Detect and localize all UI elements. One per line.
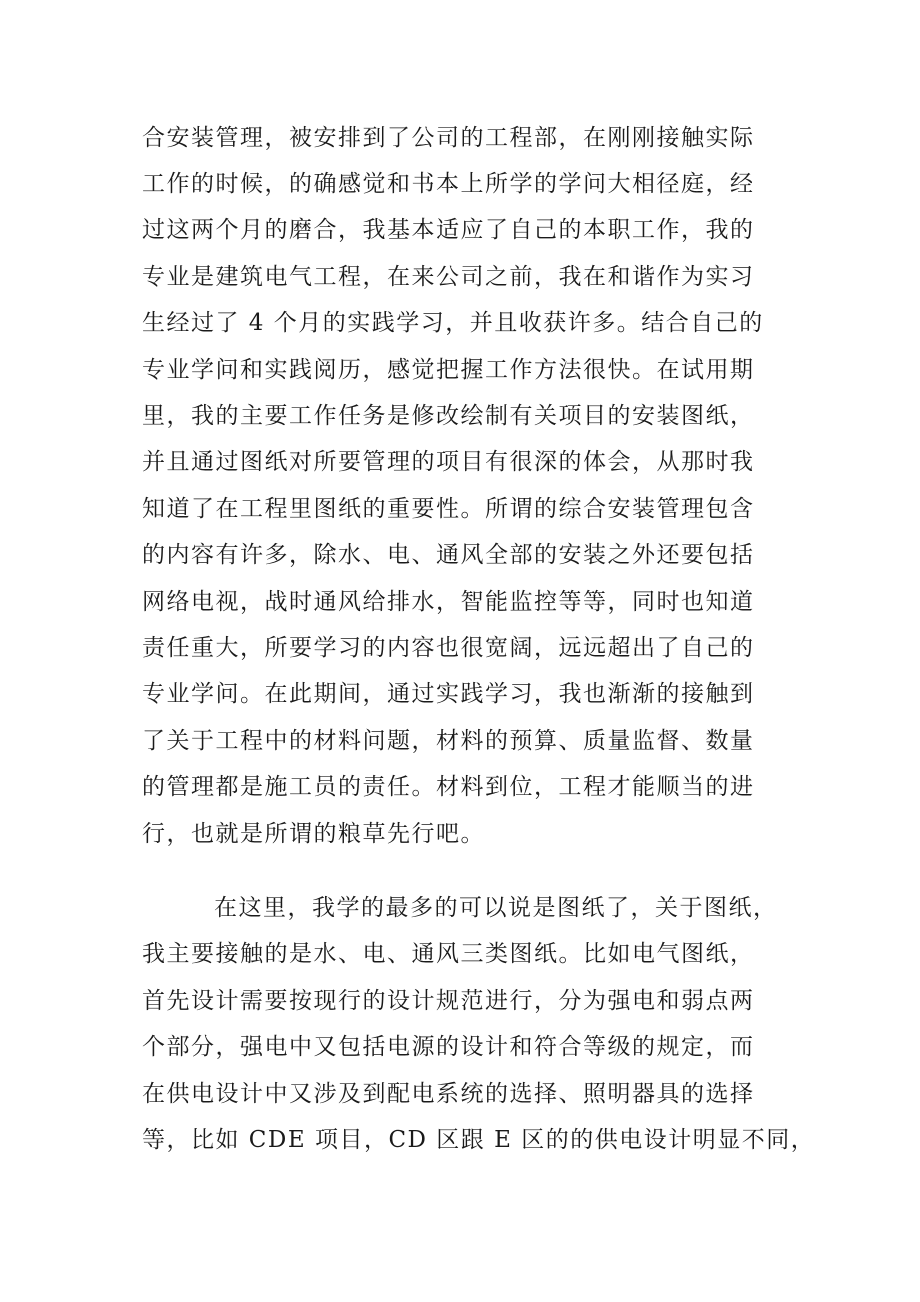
text-line: 等，比如 CDE 项目，CD 区跟 E 区的的供电设计明显不同， [142,1127,816,1153]
text-line: 个部分，强电中又包括电源的设计和符合等级的规定，而 [142,1034,755,1060]
text-line: 生经过了 4 个月的实践学习，并且收获许多。结合自己的 [142,310,764,336]
text-line: 并且通过图纸对所要管理的项目有很深的体会，从那时我 [142,449,755,475]
text-line: 在供电设计中又涉及到配电系统的选择、照明器具的选择 [142,1081,755,1107]
text-line: 的管理都是施工员的责任。材料到位，工程才能顺当的进 [142,774,755,800]
text-line: 行，也就是所谓的粮草先行吧。 [142,821,485,847]
text-line: 首先设计需要按现行的设计规范进行，分为强电和弱点两 [142,988,755,1014]
text-line: 过这两个月的磨合，我基本适应了自己的本职工作，我的 [142,217,755,243]
text-line: 工作的时候，的确感觉和书本上所学的学问大相径庭，经 [142,171,755,197]
text-line: 合安装管理，被安排到了公司的工程部，在刚刚接触实际 [142,125,755,151]
text-line: 专业是建筑电气工程，在来公司之前，我在和谐作为实习 [142,264,755,290]
text-line: 的内容有许多，除水、电、通风全部的安装之外还要包括 [142,542,755,568]
text-line: 在这里，我学的最多的可以说是图纸了，关于图纸， [214,895,778,921]
text-line: 专业学问。在此期间，通过实践学习，我也渐渐的接触到 [142,681,755,707]
text-line: 专业学问和实践阅历，感觉把握工作方法很快。在试用期 [142,357,755,383]
text-line: 网络电视，战时通风给排水，智能监控等等，同时也知道 [142,589,755,615]
text-line: 责任重大，所要学习的内容也很宽阔，远远超出了自己的 [142,635,755,661]
text-line: 里，我的主要工作任务是修改绘制有关项目的安装图纸， [142,403,755,429]
text-line: 了关于工程中的材料问题，材料的预算、质量监督、数量 [142,728,755,754]
text-line: 知道了在工程里图纸的重要性。所谓的综合安装管理包含 [142,496,755,522]
text-line: 我主要接触的是水、电、通风三类图纸。比如电气图纸， [142,941,755,967]
